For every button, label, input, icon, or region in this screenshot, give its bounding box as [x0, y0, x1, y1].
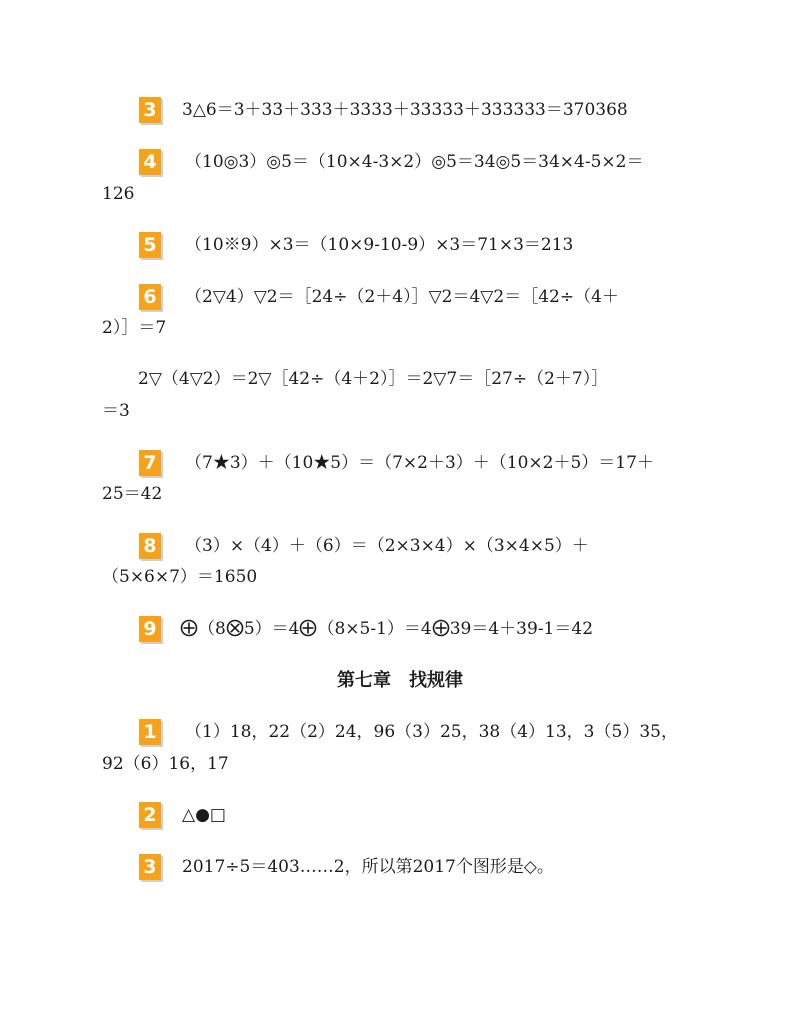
- answer-line: 25＝42: [102, 484, 163, 504]
- answer-line: （10◎3）◎5＝（10×4-3×2）◎5＝34◎5＝34×4-5×2＝: [185, 152, 644, 172]
- answer-line: ＝3: [102, 401, 130, 421]
- answer-line: 2）］＝7: [102, 318, 167, 338]
- answer-line: △●□: [182, 805, 226, 825]
- item-number-badge: 3: [139, 97, 161, 123]
- answer-line: （1）18，22（2）24，96（3）25，38（4）13，3（5）35，: [185, 722, 678, 742]
- circled-times-icon: [226, 619, 244, 637]
- answer-fragment: 39＝4＋39-1＝42: [449, 619, 594, 639]
- answer-fragment: （8: [198, 619, 226, 639]
- answer-fragment: （8×5-1）＝4: [317, 619, 432, 639]
- item-number-badge: 8: [139, 533, 161, 559]
- answer-line: [180, 617, 593, 641]
- chapter-title: 第七章 找规律: [337, 670, 463, 691]
- answer-line: 2017÷5＝403……2，所以第2017个图形是◇。: [182, 857, 554, 877]
- item-number-badge: 3: [139, 854, 161, 880]
- answer-line: （10※9）×3＝（10×9-10-9）×3＝71×3＝213: [185, 235, 574, 255]
- answer-line: 3△6＝3＋33＋333＋3333＋33333＋333333＝370368: [182, 100, 628, 120]
- item-number-badge: 7: [139, 450, 161, 476]
- answer-fragment: 5）＝4: [243, 619, 300, 639]
- answer-line: 92（6）16，17: [102, 754, 229, 774]
- answer-line: 2▽（4▽2）＝2▽［42÷（4＋2）］＝2▽7＝［27÷（2＋7）］: [138, 369, 609, 389]
- item-number-badge: 6: [139, 284, 161, 310]
- answer-line: （3）×（4）＋（6）＝（2×3×4）×（3×4×5）＋: [185, 536, 589, 556]
- circled-plus-icon: [299, 619, 317, 637]
- answer-line: （2▽4）▽2＝［24÷（2＋4）］▽2＝4▽2＝［42÷（4＋: [185, 287, 619, 307]
- item-number-badge: 9: [139, 616, 161, 642]
- item-number-badge: 2: [139, 802, 161, 828]
- item-number-badge: 1: [139, 719, 161, 745]
- answer-line: （7★3）＋（10★5）＝（7×2＋3）＋（10×2＋5）＝17＋: [185, 453, 654, 473]
- circled-plus-icon: [180, 619, 198, 637]
- item-number-badge: 5: [139, 232, 161, 258]
- circled-plus-icon: [432, 619, 450, 637]
- item-number-badge: 4: [139, 149, 161, 175]
- answer-line: 126: [102, 184, 135, 204]
- answer-line: （5×6×7）＝1650: [102, 567, 258, 587]
